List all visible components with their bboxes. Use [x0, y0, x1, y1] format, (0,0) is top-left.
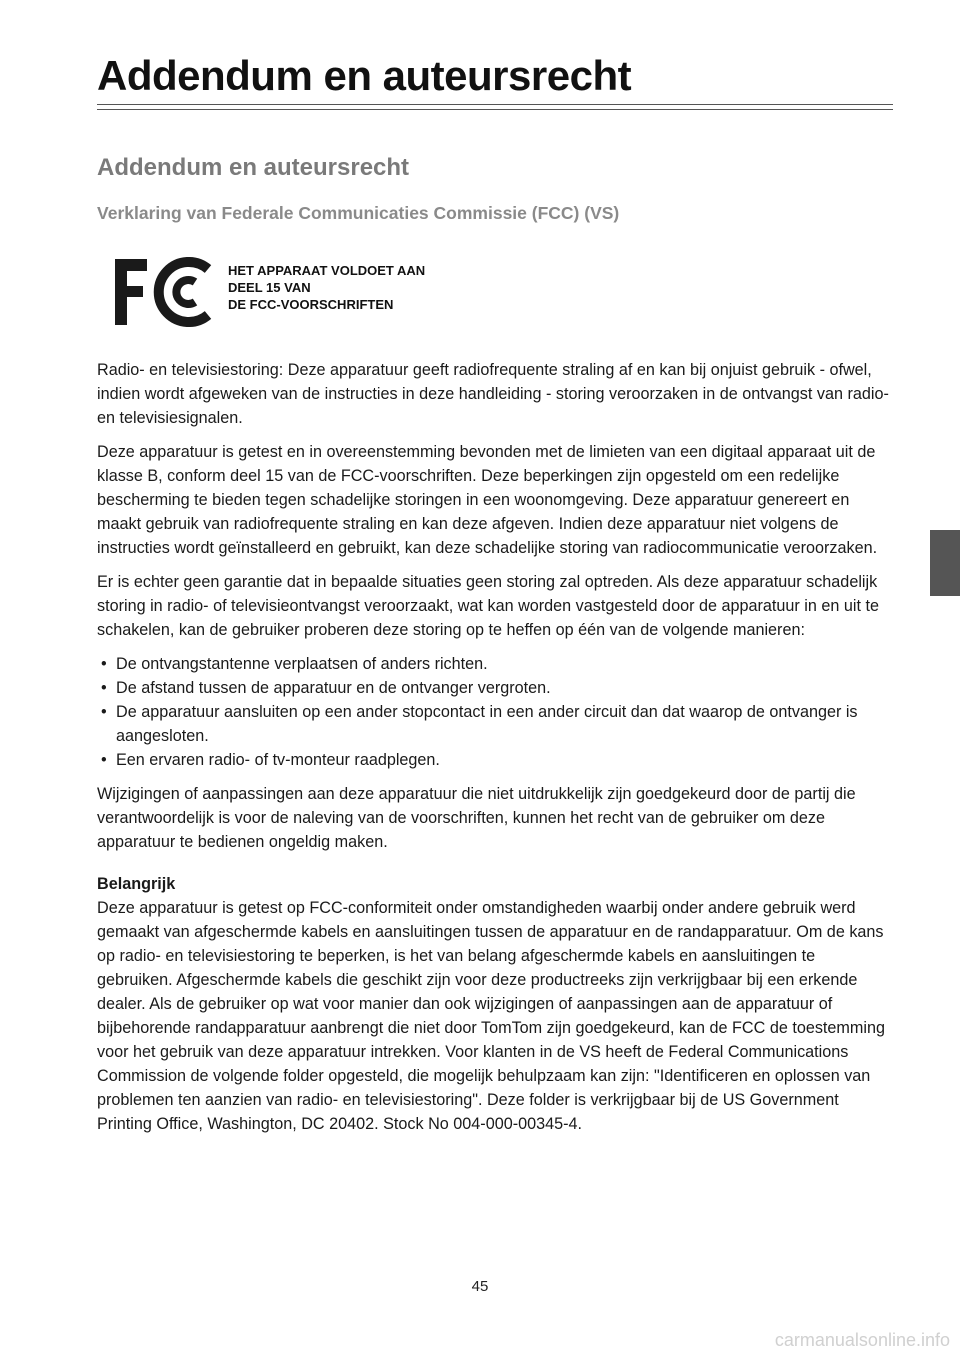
- list-item: • De ontvangstantenne verplaatsen of anders richten.: [97, 652, 893, 676]
- fcc-sub-heading: Verklaring van Federale Communicaties Commissie (FCC) (VS): [97, 203, 620, 223]
- chapter-side-tab: [930, 530, 960, 596]
- paragraph-no-guarantee: Er is echter geen garantie dat in bepaalde situaties geen storing zal optreden. Als deze apparatuur schadelijk storing in radio- of televisieontvangst veroorzaakt, wat kan worden vastgesteld door de apparatuur in en uit te schakelen, kan de gebruiker proberen deze storing op te heffen op één van de volgende manieren:: [97, 573, 879, 639]
- fcc-logo-icon: [113, 257, 213, 327]
- section-heading: Addendum en auteursrecht: [97, 154, 410, 181]
- paragraph-interference: Radio- en televisiestoring: Deze apparatuur geeft radiofrequente straling af en kan bij onjuist gebruik - ofwel, indien wordt afgeweken van de instructies in deze handleiding - storing veroorzaken in de ontvangst van radio-en televisiesignalen.: [97, 361, 889, 427]
- title-divider: [97, 104, 893, 110]
- watermark: carmanualsonline.info: [774, 1330, 950, 1350]
- list-item: • De afstand tussen de apparatuur en de ontvanger vergroten.: [97, 676, 893, 700]
- list-item: • De apparatuur aansluiten op een ander stopcontact in een ander circuit dan dat waarop de ontvanger is aangesloten.: [97, 700, 893, 748]
- remedy-list: [97, 652, 893, 772]
- important-label: Belangrijk: [97, 875, 176, 893]
- paragraph-important: Deze apparatuur is getest op FCC-conformiteit onder omstandigheden waarbij onder andere gebruik werd gemaakt van afgeschermde kabels en aansluitingen tussen de apparatuur en de randapparatuur. Om de kans op radio- en televisiestoring te beperken, is het van belang afgeschermde kabels en aansluitingen te gebruiken. Afgeschermde kabels die geschikt zijn voor deze productreeks zijn verkrijgbaar bij een erkende dealer. Als de gebruiker op wat voor manier dan ook wijzigingen of aanpassingen aan de apparatuur of bijbehorende randapparatuur aanbrengt die niet door TomTom zijn goedgekeurd, kan de FCC de toestemming voor het gebruik van deze apparatuur intrekken. Voor klanten in de VS heeft de Federal Communications Commission de volgende folder opgesteld, die mogelijk behulpzaam kan zijn: "Identificeren en oplossen van problemen ten aanzien van radio- en televisiestoring". Deze folder is verkrijgbaar bij de US Government Printing Office, Washington, DC 20402. Stock No 004-000-00345-4.: [97, 899, 885, 1133]
- fcc-statement-line: DEEL 15 VAN: [228, 280, 311, 295]
- fcc-compliance-statement: [228, 262, 425, 313]
- page-title: Addendum en auteursrecht: [97, 52, 632, 99]
- paragraph-modifications: Wijzigingen of aanpassingen aan deze apparatuur die niet uitdrukkelijk zijn goedgekeurd door de partij die verantwoordelijk is voor de naleving van de voorschriften, kunnen het recht van de gebruiker om deze apparatuur te bedienen ongeldig maken.: [97, 785, 856, 851]
- body-text: [97, 358, 893, 1146]
- fcc-statement-line: HET APPARAAT VOLDOET AAN: [228, 263, 426, 278]
- list-item: • Een ervaren radio- of tv-monteur raadplegen.: [97, 748, 893, 772]
- page-number: 45: [471, 1278, 489, 1295]
- fcc-statement-line: DE FCC-VOORSCHRIFTEN: [228, 297, 394, 312]
- paragraph-class-b: Deze apparatuur is getest en in overeenstemming bevonden met de limieten van een digitaal apparaat uit de klasse B, conform deel 15 van de FCC-voorschriften. Deze beperkingen zijn opgesteld om een redelijke bescherming te bieden tegen schadelijke storingen in een woonomgeving. Deze apparatuur genereert en maakt gebruik van radiofrequente straling en kan deze afgeven. Indien deze apparatuur niet volgens de instructies wordt geïnstalleerd en gebruikt, kan deze schadelijke storing van radiocommunicatie veroorzaken.: [97, 443, 878, 557]
